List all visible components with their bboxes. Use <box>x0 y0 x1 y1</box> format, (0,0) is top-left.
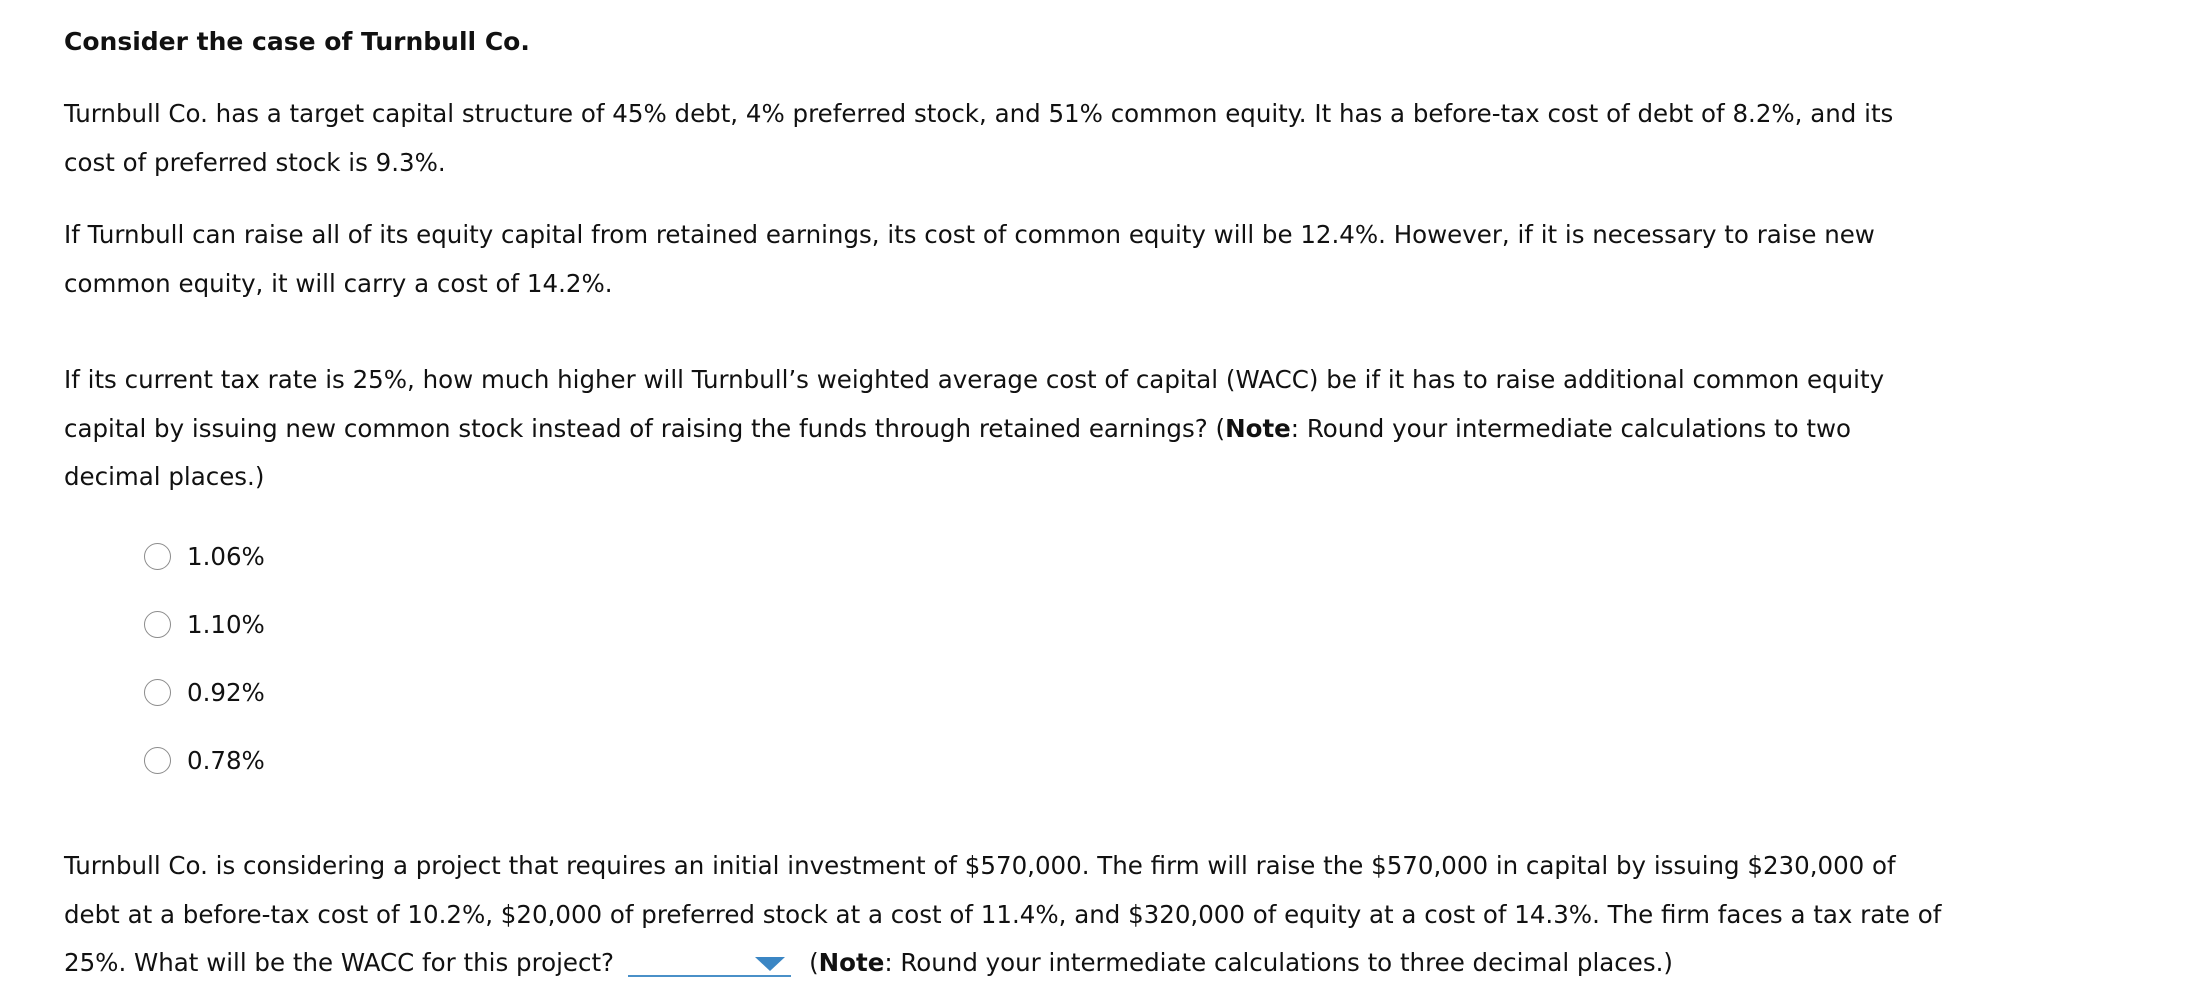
radio-button[interactable] <box>144 611 171 638</box>
option-label: 1.06% <box>187 541 265 571</box>
question-heading: Consider the case of Turnbull Co. <box>64 27 530 56</box>
option-2[interactable] <box>144 604 265 644</box>
radio-button[interactable] <box>144 679 171 706</box>
wacc-answer-dropdown[interactable] <box>628 945 791 977</box>
wacc-difference-question <box>64 356 1944 502</box>
radio-button[interactable] <box>144 747 171 774</box>
chevron-down-icon <box>755 957 785 971</box>
note-open-paren: ( <box>809 948 819 977</box>
option-label: 0.92% <box>187 677 265 707</box>
question1-text: If its current tax rate is 25%, how much higher will Turnbull’s weighted average cost of capital (WACC) be if it has to raise additional common equity capital by issuing new common stock instead of raising the funds through retained earnings? ( <box>64 365 1885 443</box>
option-label: 1.10% <box>187 609 265 639</box>
option-4[interactable] <box>144 740 265 780</box>
equity-cost-paragraph: If Turnbull can raise all of its equity capital from retained earnings, its cost of common equity will be 12.4%. However, if it is necessary to raise new common equity, it will carry a cost of 14.2%. <box>64 220 1875 298</box>
capital-structure-paragraph: Turnbull Co. has a target capital structure of 45% debt, 4% preferred stock, and 51% common equity. It has a before-tax cost of debt of 8.2%, and its cost of preferred stock is 9.3%. <box>64 99 1894 177</box>
option-3[interactable] <box>144 672 265 712</box>
note-label: Note <box>1225 413 1291 443</box>
project-wacc-question <box>64 842 1944 988</box>
note-label: Note <box>818 948 885 977</box>
radio-button[interactable] <box>144 543 171 570</box>
question2-note-text: : Round your intermediate calculations to three decimal places.) <box>884 948 1673 977</box>
option-1[interactable] <box>144 536 265 576</box>
option-label: 0.78% <box>187 745 265 775</box>
question1-note-text: : Round your intermediate calculations to two decimal places.) <box>64 413 1852 491</box>
question2-text: Turnbull Co. is considering a project that requires an initial investment of $570,000. The firm will raise the $570,000 in capital by issuing $230,000 of debt at a before-tax cost of 10.2%, $20,000 of preferred stock at a cost of 11.4%, and $320,000 of equity at a cost of 14.3%. The firm faces a tax rate of 25%. What will be the WACC for this project? <box>64 851 1942 977</box>
